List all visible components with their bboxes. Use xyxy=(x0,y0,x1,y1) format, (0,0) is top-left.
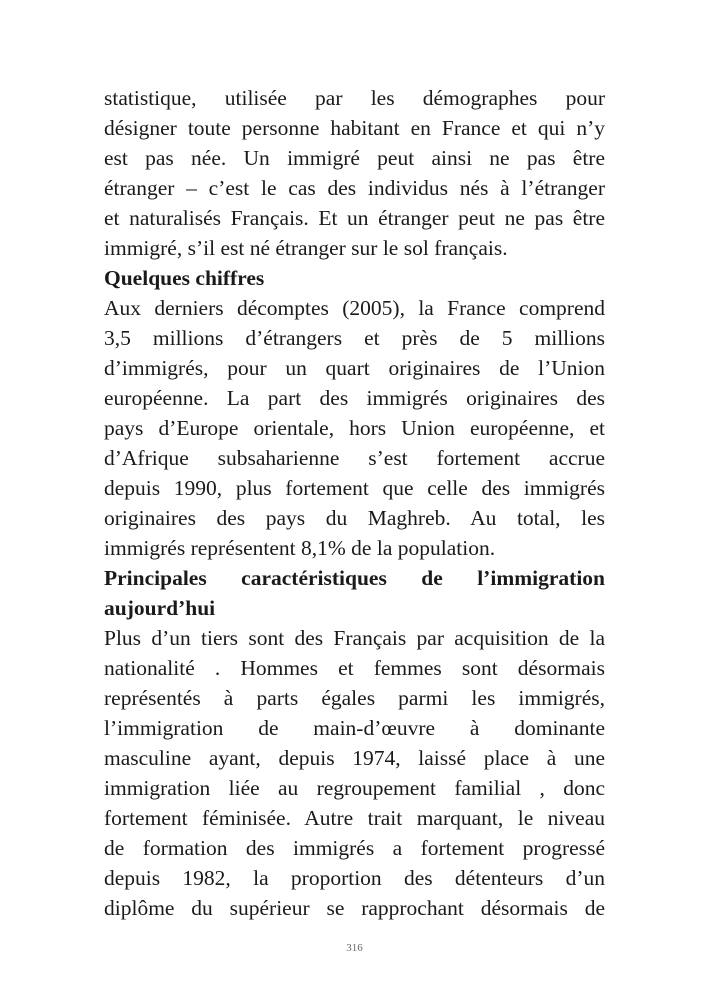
caracteristiques-paragraph xyxy=(104,623,605,923)
text-line: immigré, s’il est né étranger sur le sol français. xyxy=(104,236,508,260)
text-line: étranger – c’est le cas des individus nés à l’étranger xyxy=(104,176,605,200)
text-line: représentés à parts égales parmi les immigrés, xyxy=(104,686,605,710)
text-line: depuis 1982, la proportion des détenteurs d’un xyxy=(104,866,605,890)
text-line: 3,5 millions d’étrangers et près de 5 millions xyxy=(104,326,605,350)
page-number: 316 xyxy=(346,942,363,954)
text-line: de formation des immigrés a fortement progressé xyxy=(104,836,605,860)
text-line: est pas née. Un immigré peut ainsi ne pas être xyxy=(104,146,605,170)
heading-line: Principales caractéristiques de l’immigration xyxy=(104,566,605,590)
intro-paragraph xyxy=(104,83,605,263)
section-heading-chiffres: Quelques chiffres xyxy=(104,266,265,290)
text-line: Plus d’un tiers sont des Français par acquisition de la xyxy=(104,626,605,650)
text-line: Aux derniers décomptes (2005), la France comprend xyxy=(104,296,605,320)
text-line: diplôme du supérieur se rapprochant désormais de xyxy=(104,896,605,920)
text-line: désigner toute personne habitant en France et qui n’y xyxy=(104,116,605,140)
text-line: depuis 1990, plus fortement que celle des immigrés xyxy=(104,476,605,500)
text-line: fortement féminisée. Autre trait marquant, le niveau xyxy=(104,806,605,830)
text-line: d’immigrés, pour un quart originaires de l’Union xyxy=(104,356,605,380)
text-line: pays d’Europe orientale, hors Union européenne, et xyxy=(104,416,605,440)
text-line: européenne. La part des immigrés originaires des xyxy=(104,386,605,410)
chiffres-paragraph xyxy=(104,293,605,563)
text-line: immigration liée au regroupement familial , donc xyxy=(104,776,605,800)
section-heading-caracteristiques xyxy=(104,563,605,623)
text-line: et naturalisés Français. Et un étranger peut ne pas être xyxy=(104,206,605,230)
text-line: statistique, utilisée par les démographes pour xyxy=(104,86,605,110)
page-body xyxy=(104,83,605,923)
text-line: l’immigration de main-d’œuvre à dominante xyxy=(104,716,605,740)
heading-line: aujourd’hui xyxy=(104,596,216,620)
text-line: immigrés représentent 8,1% de la population. xyxy=(104,536,496,560)
text-line: originaires des pays du Maghreb. Au total, les xyxy=(104,506,605,530)
text-line: nationalité . Hommes et femmes sont désormais xyxy=(104,656,605,680)
text-line: d’Afrique subsaharienne s’est fortement accrue xyxy=(104,446,605,470)
text-line: masculine ayant, depuis 1974, laissé place à une xyxy=(104,746,605,770)
